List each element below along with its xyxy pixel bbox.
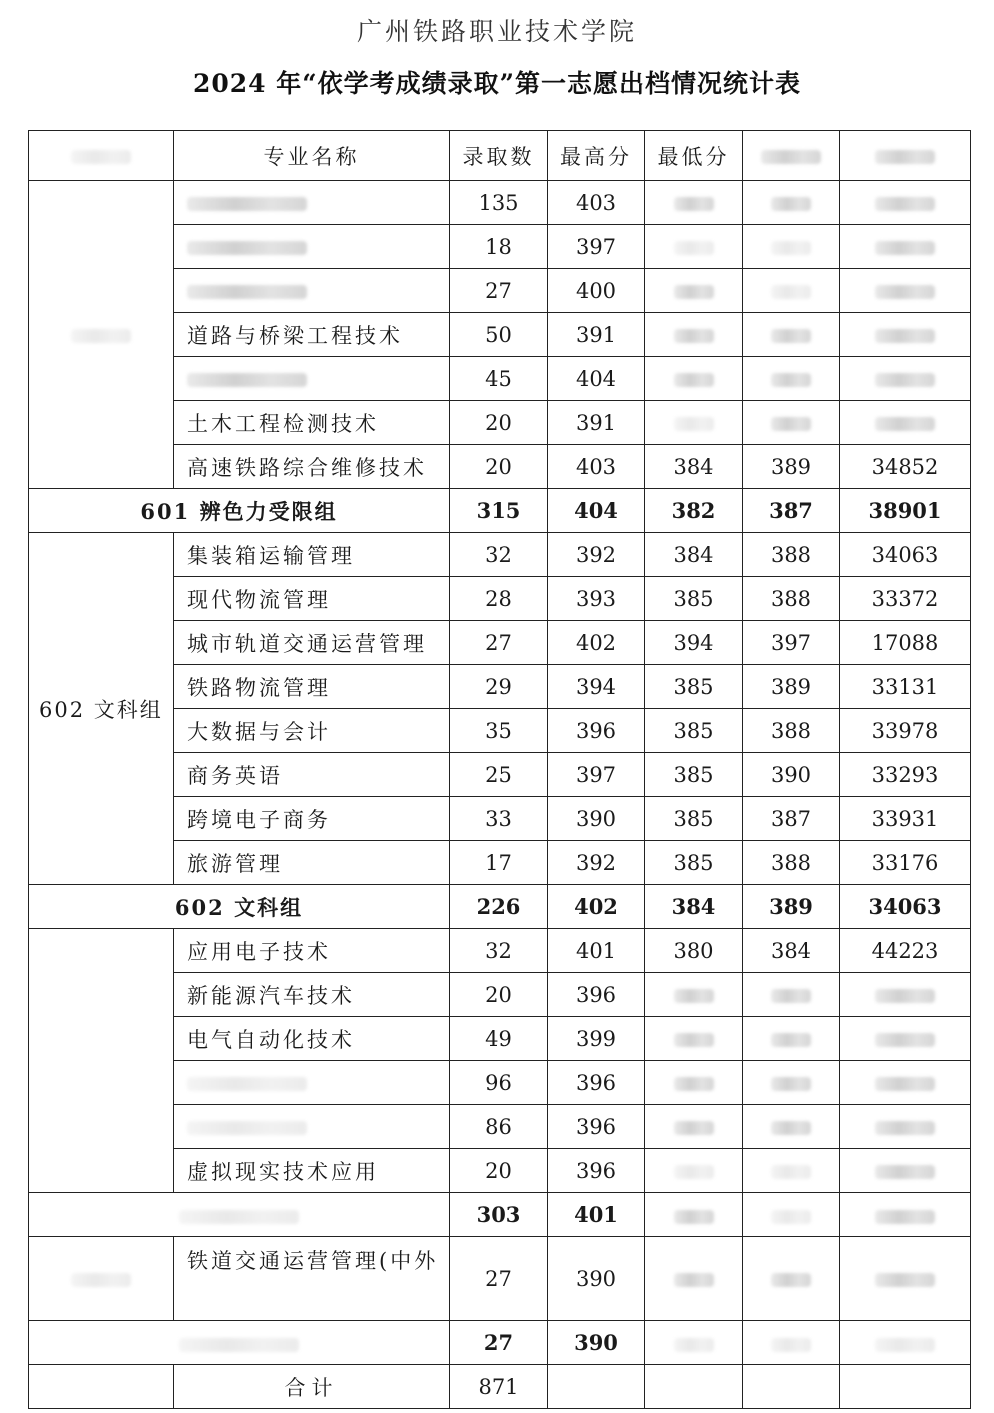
- header-avg: [743, 131, 840, 181]
- max-score-value: 391: [548, 401, 645, 445]
- avg-score-value: 388: [743, 841, 840, 885]
- avg-score-value: 389: [743, 665, 840, 709]
- rank-value: 17088: [840, 621, 971, 665]
- major-name: 大数据与会计: [174, 709, 450, 753]
- min-score-value: 384: [645, 885, 743, 929]
- admitted-value: 20: [450, 1149, 548, 1193]
- subtotal-label: 601 辨色力受限组: [29, 489, 450, 533]
- admitted-value: 18: [450, 225, 548, 269]
- major-name: 集装箱运输管理: [174, 533, 450, 577]
- major-name: 虚拟现实技术应用: [174, 1149, 450, 1193]
- admitted-value: 20: [450, 445, 548, 489]
- rank-value: 33978: [840, 709, 971, 753]
- major-name: 道路与桥梁工程技术: [174, 313, 450, 357]
- header-admitted: 录取数: [450, 131, 548, 181]
- avg-score-value: 390: [743, 753, 840, 797]
- admitted-value: 17: [450, 841, 548, 885]
- min-score-value: 385: [645, 841, 743, 885]
- subtotal-label: [29, 1321, 450, 1365]
- table-row: [29, 1237, 971, 1321]
- subtotal-label: 602 文科组: [29, 885, 450, 929]
- major-name: [174, 1105, 450, 1149]
- min-score-value: 380: [645, 929, 743, 973]
- header-major: 专业名称: [174, 131, 450, 181]
- major-name: 商务英语: [174, 753, 450, 797]
- max-score-value: 396: [548, 1149, 645, 1193]
- avg-score-value: 388: [743, 709, 840, 753]
- total-admitted: 871: [450, 1365, 548, 1409]
- major-name: 旅游管理: [174, 841, 450, 885]
- major-name: 城市轨道交通运营管理: [174, 621, 450, 665]
- avg-score-value: 387: [743, 489, 840, 533]
- max-score-value: 402: [548, 621, 645, 665]
- avg-score-value: 397: [743, 621, 840, 665]
- school-name: 广州铁路职业技术学院: [356, 17, 637, 46]
- min-score-value: 385: [645, 665, 743, 709]
- admitted-value: 20: [450, 973, 548, 1017]
- header-rank: [840, 131, 971, 181]
- group-label-cell: [29, 1237, 174, 1321]
- rank-value: 33131: [840, 665, 971, 709]
- min-score-value: 385: [645, 753, 743, 797]
- admitted-value: 226: [450, 885, 548, 929]
- subtotal-row: [29, 885, 971, 929]
- max-score-value: 397: [548, 225, 645, 269]
- max-score-value: 401: [548, 1193, 645, 1237]
- total-row: [29, 1365, 971, 1409]
- max-score-value: 390: [548, 797, 645, 841]
- avg-score-value: 388: [743, 577, 840, 621]
- table-row: [29, 929, 971, 973]
- admitted-value: 28: [450, 577, 548, 621]
- admitted-value: 33: [450, 797, 548, 841]
- admitted-value: 96: [450, 1061, 548, 1105]
- subtotal-label: [29, 1193, 450, 1237]
- rank-value: 34852: [840, 445, 971, 489]
- admitted-value: 50: [450, 313, 548, 357]
- min-score-value: 385: [645, 797, 743, 841]
- table-row: [29, 533, 971, 577]
- rank-value: 34063: [840, 885, 971, 929]
- admitted-value: 29: [450, 665, 548, 709]
- admitted-value: 35: [450, 709, 548, 753]
- page-title: 2024 年“依学考成绩录取”第一志愿出档情况统计表: [192, 69, 802, 98]
- admitted-value: 49: [450, 1017, 548, 1061]
- admitted-value: 25: [450, 753, 548, 797]
- max-score-value: 400: [548, 269, 645, 313]
- rank-value: 33293: [840, 753, 971, 797]
- subtotal-row: [29, 1321, 971, 1365]
- max-score-value: 390: [548, 1321, 645, 1365]
- admitted-value: 32: [450, 533, 548, 577]
- max-score-value: 403: [548, 445, 645, 489]
- max-score-value: 403: [548, 181, 645, 225]
- group-label: 602 文科组: [29, 533, 174, 885]
- admitted-value: 315: [450, 489, 548, 533]
- avg-score-value: 388: [743, 533, 840, 577]
- group-label-cell: [29, 929, 174, 1193]
- admitted-value: 20: [450, 401, 548, 445]
- rank-value: 33176: [840, 841, 971, 885]
- major-name: 应用电子技术: [174, 929, 450, 973]
- major-name: 新能源汽车技术: [174, 973, 450, 1017]
- rank-value: 33372: [840, 577, 971, 621]
- major-name: [174, 1061, 450, 1105]
- major-name: [174, 269, 450, 313]
- max-score-value: 401: [548, 929, 645, 973]
- major-name: 跨境电子商务: [174, 797, 450, 841]
- min-score-value: 385: [645, 709, 743, 753]
- max-score-value: 394: [548, 665, 645, 709]
- max-score-value: 397: [548, 753, 645, 797]
- max-score-value: 399: [548, 1017, 645, 1061]
- avg-score-value: 389: [743, 885, 840, 929]
- subtotal-row: [29, 1193, 971, 1237]
- min-score-value: 382: [645, 489, 743, 533]
- major-name: 现代物流管理: [174, 577, 450, 621]
- max-score-value: 392: [548, 533, 645, 577]
- max-score-value: 390: [548, 1237, 645, 1321]
- avg-score-value: 384: [743, 929, 840, 973]
- max-score-value: 404: [548, 357, 645, 401]
- rank-value: 44223: [840, 929, 971, 973]
- major-name: [174, 225, 450, 269]
- major-name: 铁路物流管理: [174, 665, 450, 709]
- header-max: 最高分: [548, 131, 645, 181]
- max-score-value: 402: [548, 885, 645, 929]
- admitted-value: 27: [450, 621, 548, 665]
- min-score-value: 394: [645, 621, 743, 665]
- admitted-value: 27: [450, 1237, 548, 1321]
- max-score-value: 396: [548, 1061, 645, 1105]
- admitted-value: 135: [450, 181, 548, 225]
- max-score-value: 391: [548, 313, 645, 357]
- admitted-value: 45: [450, 357, 548, 401]
- major-name: [174, 357, 450, 401]
- max-score-value: 404: [548, 489, 645, 533]
- rank-value: 38901: [840, 489, 971, 533]
- min-score-value: 384: [645, 445, 743, 489]
- admitted-value: 86: [450, 1105, 548, 1149]
- major-name: 电气自动化技术: [174, 1017, 450, 1061]
- max-score-value: 396: [548, 1105, 645, 1149]
- subtotal-row: [29, 489, 971, 533]
- rank-value: 33931: [840, 797, 971, 841]
- min-score-value: 384: [645, 533, 743, 577]
- major-name: 铁道交通运营管理(中外: [174, 1237, 450, 1321]
- admitted-value: 27: [450, 269, 548, 313]
- admitted-value: 303: [450, 1193, 548, 1237]
- major-name: 土木工程检测技术: [174, 401, 450, 445]
- rank-value: 34063: [840, 533, 971, 577]
- max-score-value: 393: [548, 577, 645, 621]
- header-min: 最低分: [645, 131, 743, 181]
- admitted-value: 27: [450, 1321, 548, 1365]
- group-label-cell: [29, 181, 174, 489]
- admitted-value: 32: [450, 929, 548, 973]
- header-group-cell: [29, 131, 174, 181]
- avg-score-value: 387: [743, 797, 840, 841]
- table-header-row: [29, 131, 971, 181]
- max-score-value: 396: [548, 709, 645, 753]
- max-score-value: 396: [548, 973, 645, 1017]
- avg-score-value: 389: [743, 445, 840, 489]
- max-score-value: 392: [548, 841, 645, 885]
- total-label: 合计: [174, 1365, 450, 1409]
- admission-table: [28, 130, 971, 1409]
- table-row: [29, 181, 971, 225]
- major-name: [174, 181, 450, 225]
- major-name: 高速铁路综合维修技术: [174, 445, 450, 489]
- min-score-value: 385: [645, 577, 743, 621]
